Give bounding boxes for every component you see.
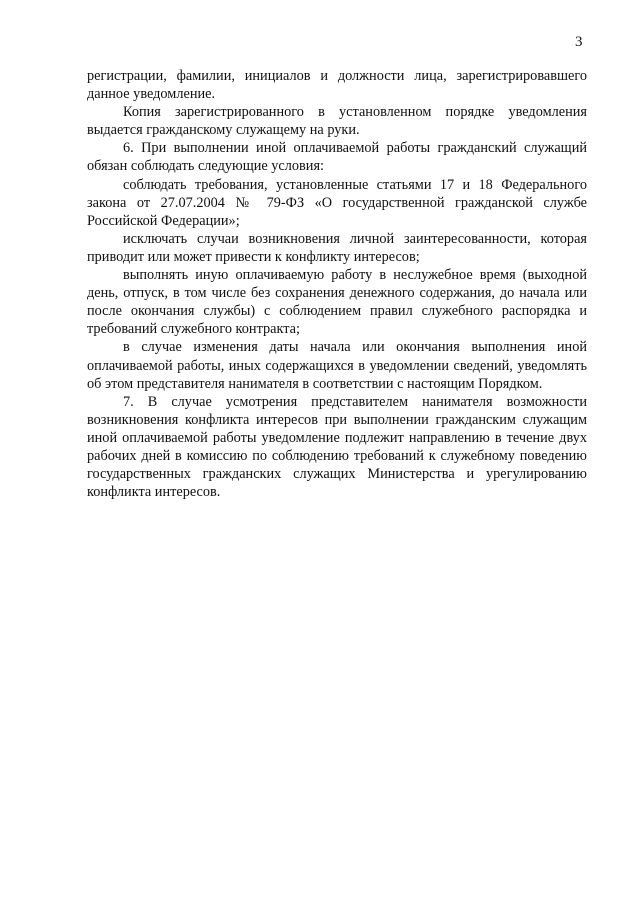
page-number: 3	[575, 34, 583, 50]
paragraph-condition-changes: в случае изменения даты начала или окончания выполнения иной оплачиваемой работы, иных содержащихся в уведомлении сведений, уведомлять об этом представителя нанимателя в соответствии с настоящим Порядком.	[87, 339, 587, 392]
paragraph-section-7: 7. В случае усмотрения представителем нанимателя возможности возникновения конфликта интересов при выполнении гражданским служащим иной оплачиваемой работы уведомление подлежит направлению в течение двух рабочих дней в комиссию по соблюдению требований к служебному поведению государственных гражданских служащих Министерства и урегулированию конфликта интересов.	[87, 393, 587, 501]
paragraph-registration-continuation: регистрации, фамилии, инициалов и должности лица, зарегистрировавшего данное уведомление.	[87, 68, 587, 103]
paragraph-condition-off-duty: выполнять иную оплачиваемую работу в неслужебное время (выходной день, отпуск, в том числе без сохранения денежного содержания, до начала или после окончания службы) с соблюдением правил служебного распорядка и требований служебного контракта;	[87, 267, 587, 338]
document-body	[87, 67, 587, 501]
paragraph-section-6: 6. При выполнении иной оплачиваемой работы гражданский служащий обязан соблюдать следующие условия:	[87, 140, 587, 175]
paragraph-copy-issued: Копия зарегистрированного в установленном порядке уведомления выдается гражданскому служащему на руки.	[87, 104, 587, 139]
paragraph-condition-conflict: исключать случаи возникновения личной заинтересованности, которая приводит или может привести к конфликту интересов;	[87, 230, 587, 265]
paragraph-condition-law: соблюдать требования, установленные статьями 17 и 18 Федерального закона от 27.07.2004 № 79-ФЗ «О государственной гражданской службе Российской Федерации»;	[87, 176, 587, 229]
